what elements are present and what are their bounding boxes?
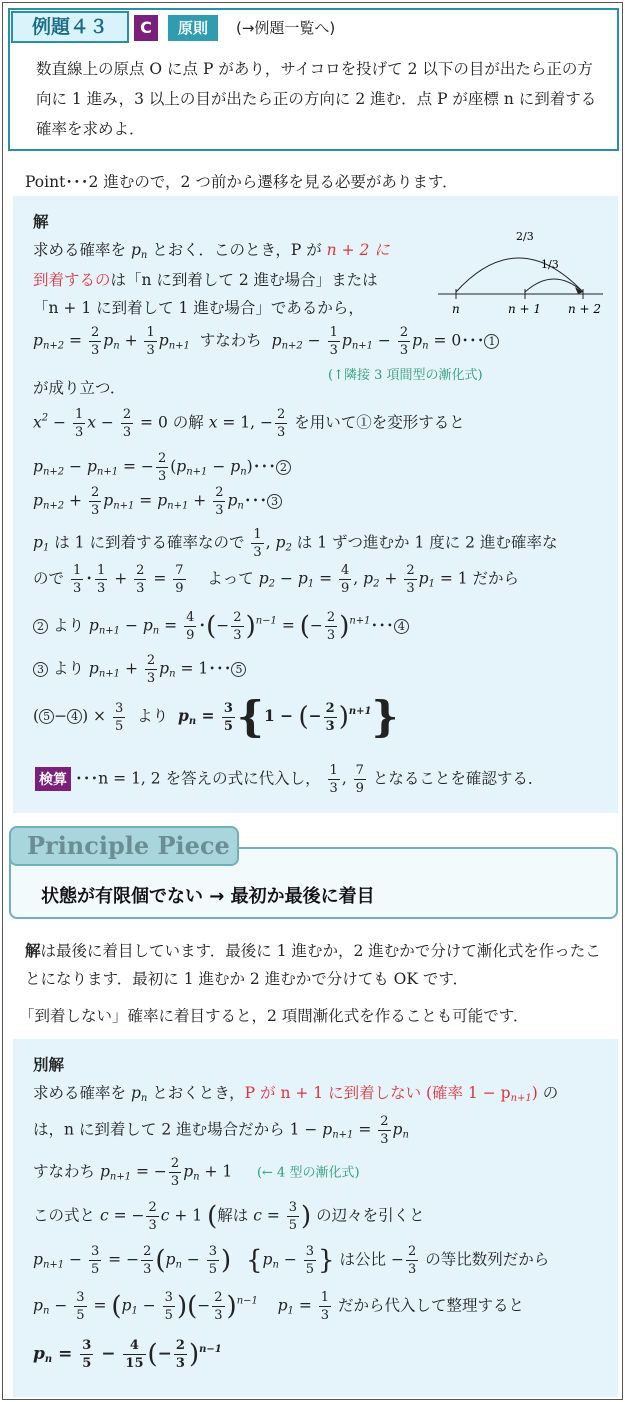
characteristic-eq: $x^2$ − $\frac{1}{3}$ x − $\frac{2}{3}$ = 0 の解 x = 1, − $\frac{2}{3}$ を用いて①を変形すると: [33, 407, 465, 440]
check-badge: 検算: [35, 767, 71, 791]
alt-line4: この式と c = − $\frac{2}{3}$ c + 1 (解は c = $\frac{3}{5}$ ) の辺々を引くと: [33, 1200, 425, 1233]
page-frame: [2, 2, 623, 1400]
solution-heading: 解: [33, 213, 49, 231]
solution-intro-line1: 求める確率を $p_n$ とおく．このとき，P が n + 2 に: [33, 241, 390, 261]
arc-one-step: [525, 279, 583, 292]
arc-big-label: 2/3: [516, 230, 534, 243]
point-text: Point･･･2 進むので，2 つ前から遷移を見る必要があります．: [25, 173, 458, 191]
label-n: n: [452, 302, 460, 316]
arc-small-label: 1/3: [541, 258, 559, 271]
example-tag: 例題４３: [11, 11, 129, 43]
solution-box: [13, 196, 618, 813]
alt-solution-box: [13, 1039, 618, 1397]
final-answer: ( 5 − 4 ) × $\frac{3}{5}$ より $p_n$ = $\frac{3}{5}$ {1 − (− $\frac{2}{3}$ )$^{n+1}$}: [33, 692, 399, 741]
example-list-link[interactable]: (→例題一覧へ): [236, 19, 336, 37]
problem-text: 数直線上の原点 O に点 P があり，サイコロを投げて 2 以下の目が出たら正の方向に 1 進み，3 以上の目が出たら正の方向に 2 進む．点 P が座標 n に到着する確率を求めよ．: [36, 60, 597, 138]
eq-3: $p_{n+2}$ + $\frac{2}{3}$ $p_{n+1} = p_{n+1}$ + $\frac{2}{3}$ $p_n$･･･ 3: [33, 486, 618, 517]
category-badge: 原則: [168, 15, 218, 41]
solution-intro-line3: 「n + 1 に到着して 1 進む場合」であるから，: [33, 299, 364, 317]
alt-line6: $p_n$ − $\frac{3}{5}$ = ($p_1$ − $\frac{3}{5}$ )(− $\frac{2}{3}$ )$^{n-1}$ $p_1$ = $\frac{1}{3}$ だから代入して整理すると: [33, 1290, 524, 1323]
check-line: 検算 ･･･n = 1, 2 を答えの式に代入し， $\frac{1}{3}$ , $\frac{7}{9}$ となることを確認する．: [35, 764, 618, 795]
label-n2: n + 2: [568, 302, 602, 316]
principle-text: 状態が有限個でない → 最初か最後に着目: [41, 886, 375, 907]
alt-line2: は，n に到着して 2 進む場合だから $1 - p_{n+1}$ = $\frac{2}{3}$ $p_n$: [33, 1114, 409, 1147]
transition-diagram: [428, 226, 608, 321]
alt-line5: $p_{n+1}$ − $\frac{3}{5}$ = − $\frac{2}{3}$ ($p_n$ − $\frac{3}{5}$ ) {$p_n$ − $\frac{3}{5}$ } は公比 − $\frac{2}{3}$ の等比数列だから: [33, 1244, 550, 1277]
p1-p2-line: $p_1$ は 1 に到着する確率なので $\frac{1}{3}$ , $p_2$ は 1 ずつ進むか 1 度に 2 進む確率な: [33, 527, 558, 560]
principle-title: Principle Piece: [9, 826, 239, 866]
alt-line3: すなわち $p_{n+1}$ = − $\frac{2}{3}$ $p_n + 1$ (← 4 型の漸化式): [33, 1156, 360, 1189]
alt-heading: 別解: [33, 1056, 65, 1074]
eq-2: $p_{n+2} - p_{n+1}$ = − $\frac{2}{3}$ $(p_{n+1} - p_n)$･･･ 2: [33, 452, 618, 483]
p2-value-line: ので $\frac{1}{3}$ ･ $\frac{1}{3}$ + $\frac{2}{3}$ = $\frac{7}{9}$ よって $p_2 - p_1$ = $\frac{4}{9}$ , $p_2$ + $\frac{2}{3}$ $p_1 = 1$ だから: [33, 563, 520, 596]
type4-note: (← 4 型の漸化式): [256, 1165, 360, 1181]
eq-5: 3 より $p_{n+1}$ + $\frac{2}{3}$ $p_n = 1$･･･ 5: [33, 654, 618, 685]
commentary-1: 解は最後に着目しています．最後に 1 進むか，2 進むかで分けて漸化式を作ったことになります．最初に 1 進むか 2 進むかで分けても OK です．: [25, 941, 601, 988]
label-n1: n + 1: [508, 302, 542, 316]
alt-answer: $p_n$ = $\frac{3}{5}$ − $\frac{4}{15}$ (− $\frac{2}{3}$ )$^{n-1}$: [33, 1338, 222, 1371]
holds-text: が成り立つ．: [33, 379, 126, 397]
level-badge: C: [134, 15, 158, 41]
solution-intro-line2: 到着するのは「n に到着して 2 進む場合」または: [33, 271, 378, 289]
eq-4: 2 より $p_{n+1} - p_n$ = $\frac{4}{9}$ ･(− $\frac{2}{3}$ )$^{n-1}$ = (− $\frac{2}{3}$ )$^{n+1}$･･･ 4: [33, 611, 618, 642]
recurrence-eq: $p_{n+2}$ = $\frac{2}{3}$ $p_n$ + $\frac{1}{3}$ $p_{n+1}$ すなわち $p_{n+2}$ − $\frac{1}{3}$ $p_{n+1}$ − $\frac{2}{3}$ $p_n = 0$･･･ 1: [33, 326, 618, 357]
problem-box: [8, 8, 619, 151]
recurrence-note: (↑隣接 3 項間型の漸化式): [328, 368, 483, 383]
commentary-2: 「到着しない」確率に着目すると，2 項間漸化式を作ることも可能です．: [19, 1007, 529, 1025]
alt-line1: 求める確率を $p_n$ とおくとき，P が n + 1 に到着しない (確率 $1 - p_{n+1}$) の: [33, 1084, 559, 1104]
arc-two-step: [456, 258, 583, 292]
